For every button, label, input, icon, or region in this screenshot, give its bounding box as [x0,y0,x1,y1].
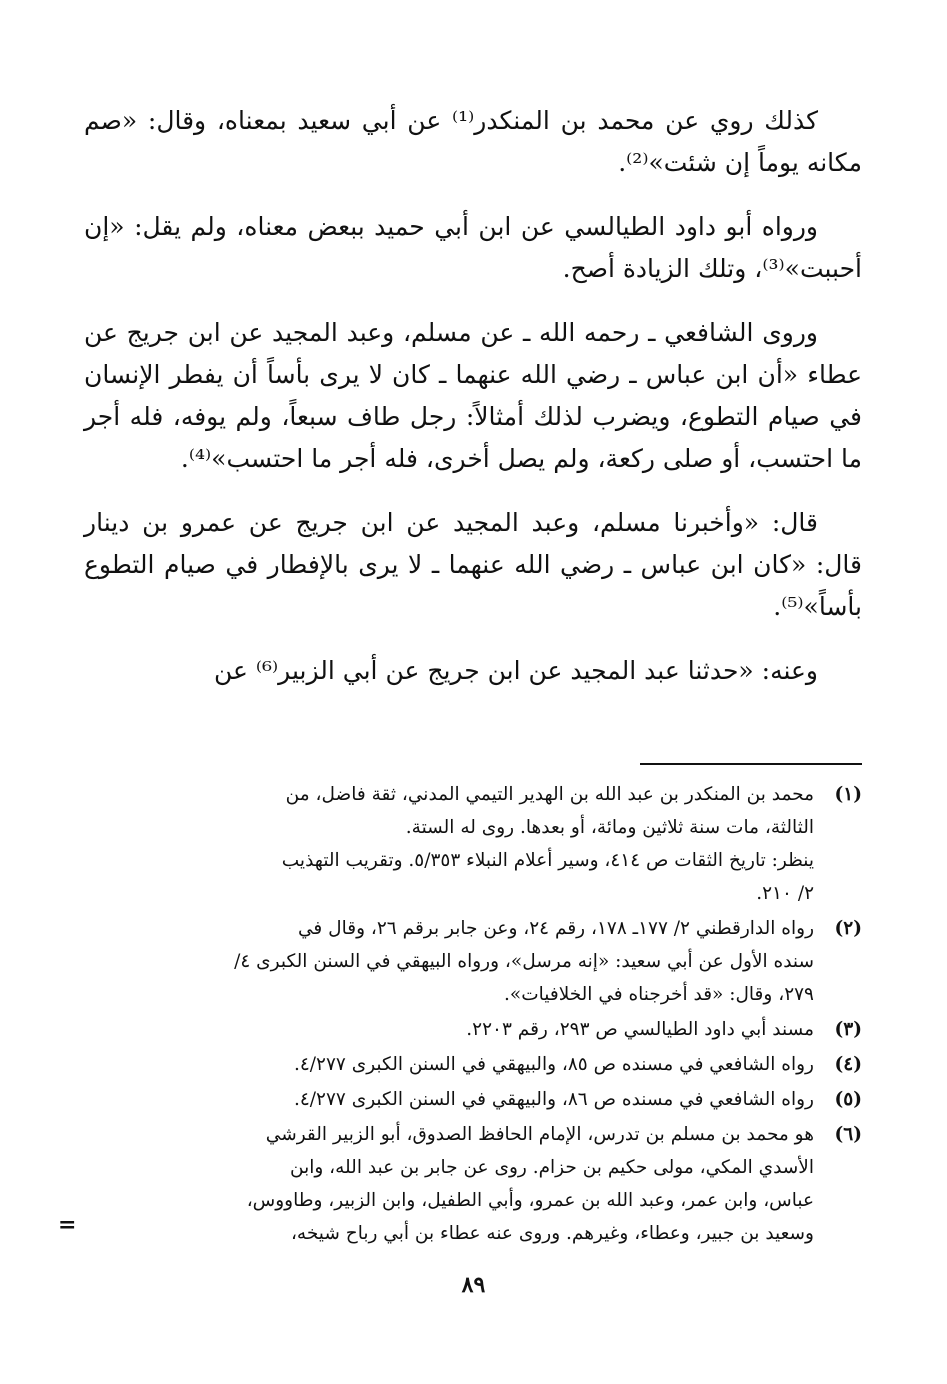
main-text-body [84,100,862,714]
footnote-number: (٣) [834,1019,862,1040]
page-number: ٨٩ [461,1272,486,1298]
footnote-line: ٢٧٩، وقال: «قد أخرجناه في الخلافيات». [504,984,814,1005]
footnote-number: (٥) [834,1089,862,1110]
footnote [84,1083,862,1116]
paragraph: كذلك روي عن محمد بن المنكدر⁽¹⁾ عن أبي سعيد بمعناه، وقال: «صم مكانه يوماً إن شئت»⁽²⁾. [84,106,862,177]
footnote [84,1013,862,1046]
continuation-mark: = [58,1212,77,1238]
footnote-line: الأسدي المكي، مولى حكيم بن حزام. روى عن جابر بن عبد الله، وابن [289,1157,814,1178]
footnote-text [84,1083,814,1116]
footnote-text [84,1118,814,1250]
footnote-number: (١) [834,784,862,805]
footnote-line: مسند أبي داود الطيالسي ص ٢٩٣، رقم ٢٢٠٣. [466,1019,814,1040]
footnote [84,1118,862,1250]
paragraph: ورواه أبو داود الطيالسي عن ابن أبي حميد ببعض معناه، ولم يقل: «إن أحببت»⁽³⁾، وتلك الزيادة أصح. [84,212,862,283]
footnote [84,778,862,910]
footnote-line: رواه الدارقطني ٢/ ١٧٧ـ ١٧٨، رقم ٢٤، وعن جابر برقم ٢٦، وقال في [298,918,814,939]
footnote [84,912,862,1011]
footnotes-section [84,778,862,1252]
paragraph: وعنه: «حدثنا عبد المجيد عن ابن جريج عن أبي الزبير⁽⁶⁾ عن [213,656,818,685]
footnote-line: ينظر: تاريخ الثقات ص ٤١٤، وسير أعلام النبلاء ٥/٣٥٣. وتقريب التهذيب [281,850,814,871]
footnote-line: عباس، وابن عمر، وعبد الله بن عمرو، وأبي الطفيل، وابن الزبير، وطاووس، [246,1190,814,1211]
footnote-number: (٤) [834,1054,862,1075]
footnote-line: محمد بن المنكدر بن عبد الله بن الهدير التيمي المدني، ثقة فاضل، من [285,784,814,805]
footnote-line: الثالثة، مات سنة ثلاثين ومائة، أو بعدها. روى له الستة. [405,817,814,838]
footnote-number: (٦) [834,1124,862,1145]
paragraph: قال: «وأخبرنا مسلم، وعبد المجيد عن ابن جريج عن عمرو بن دينار قال: «كان ابن عباس ـ رضي الله عنهما ـ لا يرى بالإفطار في صيام التطوع بأساً»⁽⁵⁾. [84,508,863,621]
footnote-line: رواه الشافعي في مسنده ص ٨٦، والبيهقي في السنن الكبرى ٤/٢٧٧. [293,1089,814,1110]
footnote-line: سنده الأول عن أبي سعيد: «إنه مرسل»، ورواه البيهقي في السنن الكبرى ٤/ [234,951,814,972]
footnote-line: رواه الشافعي في مسنده ص ٨٥، والبيهقي في السنن الكبرى ٤/٢٧٧. [293,1054,814,1075]
footnote-line: وسعيد بن جبير، وعطاء، وغيرهم. وروى عنه عطاء بن أبي رباح شيخه، [290,1223,814,1244]
footnote-line: هو محمد بن مسلم بن تدرس، الإمام الحافظ الصدوق، أبو الزبير القرشي [265,1124,814,1145]
paragraph: وروى الشافعي ـ رحمه الله ـ عن مسلم، وعبد المجيد عن ابن جريج عن عطاء «أن ابن عباس ـ رضي الله عنهما ـ كان لا يرى بأساً أن يفطر الإنسان في صيام التطوع، ويضرب لذلك أمثالاً: رجل طاف سبعاً، ولم يوفه، فله أجر ما احتسب، أو صلى ركعة، ولم يصل أخرى، فله أجر ما احتسب»⁽⁴⁾. [84,318,862,473]
footnote-number: (٢) [834,918,862,939]
footnote-text [84,778,814,910]
footnote-text [84,1013,814,1046]
footnote-text [84,912,814,1011]
footnote-divider [640,763,862,765]
footnote-line: ٢/ ٢١٠. [756,883,814,904]
footnote [84,1048,862,1081]
footnote-text [84,1048,814,1081]
